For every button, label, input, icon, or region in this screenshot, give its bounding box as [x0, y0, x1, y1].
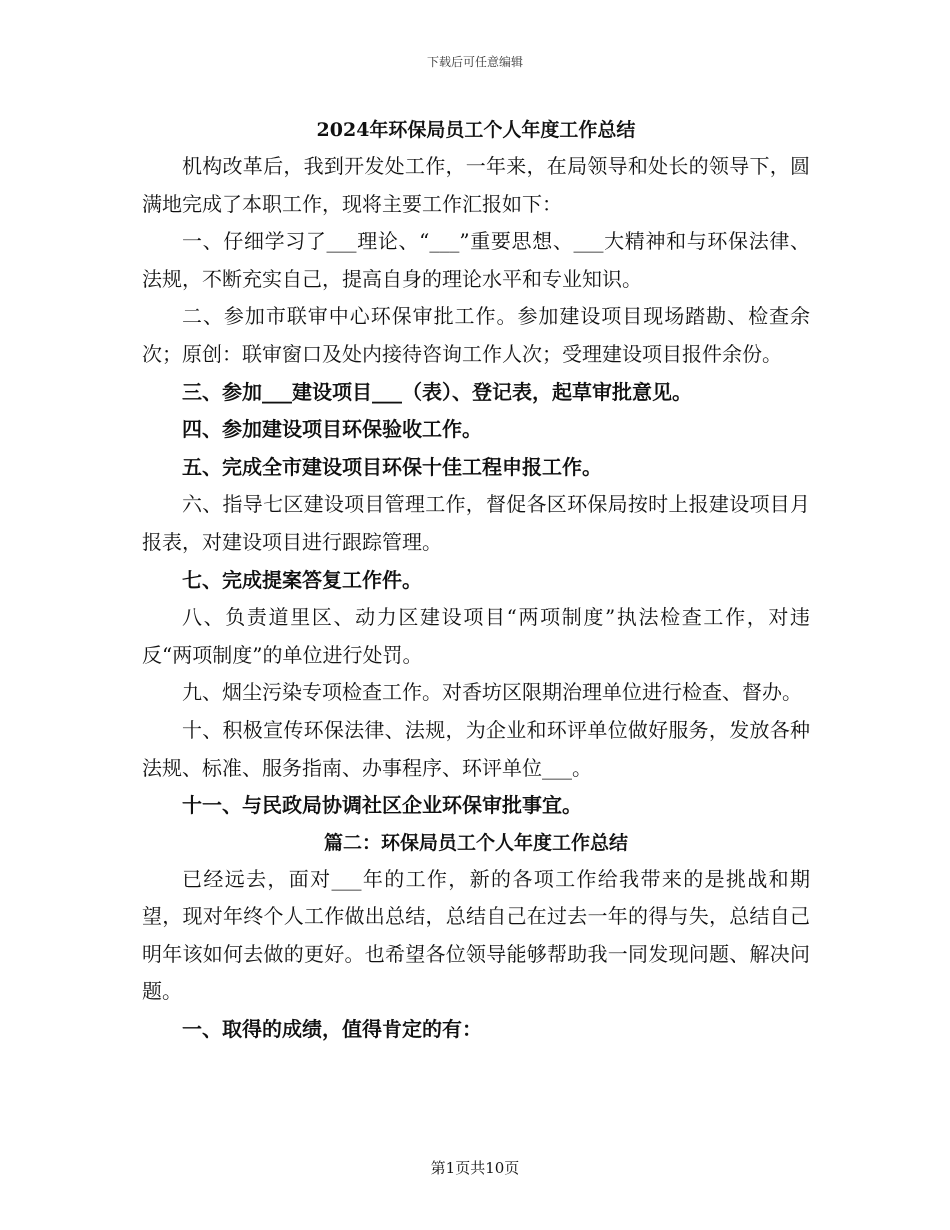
paragraph-item-8: 八、负责道里区、动力区建设项目“两项制度”执法检查工作，对违反“两项制度”的单位进行处罚。: [142, 605, 810, 667]
paragraph-item-11: 十一、与民政局协调社区企业环保审批事宜。: [182, 793, 582, 818]
paragraph-part2-heading: 一、取得的成绩，值得肯定的有：: [182, 1017, 482, 1042]
page-header-note: 下载后可任意编辑: [426, 55, 523, 69]
paragraph-item-5: 五、完成全市建设项目环保十佳工程申报工作。: [182, 454, 602, 479]
paragraph-part2-intro: 已经远去，面对___年的工作，新的各项工作给我带来的是挑战和期望，现对年终个人工作做出总结，总结自己在过去一年的得与失，总结自己明年该如何去做的更好。也希望各位领导能够帮助我一同发现问题、解决问题。: [142, 866, 810, 1004]
paragraph-item-9: 九、烟尘污染专项检查工作。对香坊区限期治理单位进行检查、督办。: [182, 680, 802, 705]
paragraph-item-3: 三、参加___建设项目___（表）、登记表，起草审批意见。: [182, 379, 692, 404]
paragraph-item-6: 六、指导七区建设项目管理工作，督促各区环保局按时上报建设项目月报表，对建设项目进行跟踪管理。: [142, 492, 810, 554]
paragraph-item-7: 七、完成提案答复工作件。: [182, 567, 422, 592]
section-subtitle: 篇二：环保局员工个人年度工作总结: [323, 831, 628, 854]
page-number: 第1页共10页: [430, 1159, 520, 1177]
paragraph-item-1: 一、仔细学习了___理论、“___”重要思想、___大精神和与环保法律、法规，不断充实自己，提高自身的理论水平和专业知识。: [142, 229, 810, 291]
paragraph-item-10: 十、积极宣传环保法律、法规，为企业和环评单位做好服务，发放各种法规、标准、服务指南、办事程序、环评单位___。: [142, 717, 810, 780]
paragraph-item-2: 二、参加市联审中心环保审批工作。参加建设项目现场踏勘、检查余次；原创：联审窗口及处内接待咨询工作人次；受理建设项目报件余份。: [142, 304, 810, 366]
document-body: [142, 112, 810, 1049]
paragraph-item-4: 四、参加建设项目环保验收工作。: [182, 417, 482, 442]
document-title: 2024年环保局员工个人年度工作总结: [316, 119, 636, 141]
paragraph-intro: 机构改革后，我到开发处工作，一年来，在局领导和处长的领导下，圆满地完成了本职工作，现将主要工作汇报如下：: [142, 154, 810, 216]
